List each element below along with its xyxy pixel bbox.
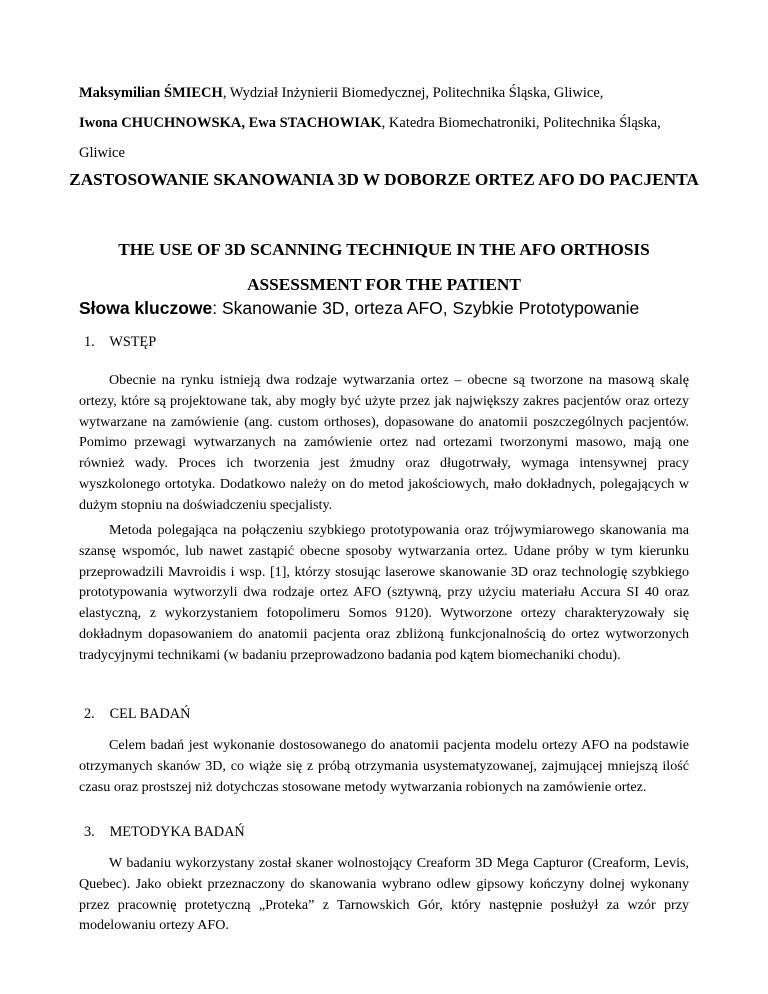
authors-block <box>79 78 691 168</box>
author-affiliation-1: , Wydział Inżynierii Biomedycznej, Politechnika Śląska, Gliwice, <box>222 85 604 101</box>
section-heading-3 <box>84 822 245 842</box>
author-name-1: Maksymilian ŚMIECH <box>79 85 223 101</box>
keywords-label: Słowa kluczowe <box>79 298 213 318</box>
section-heading-1 <box>84 332 156 352</box>
keywords-text: : Skanowanie 3D, orteza AFO, Szybkie Prototypowanie <box>212 298 640 318</box>
section-number: 1. <box>84 334 95 350</box>
section-heading-2 <box>84 704 190 724</box>
author-affiliation-2: , Katedra Biomechatroniki, Politechnika Śląska, Gliwice <box>79 115 661 161</box>
section-title: CEL BADAŃ <box>109 706 191 722</box>
section-number: 3. <box>84 824 95 840</box>
title-english: THE USE OF 3D SCANNING TECHNIQUE IN THE AFO ORTHOSIS ASSESSMENT FOR THE PATIENT <box>118 240 650 294</box>
keywords-line <box>79 296 699 320</box>
section-number: 2. <box>84 706 95 722</box>
section-title: WSTĘP <box>109 334 157 350</box>
paragraph: Metoda polegająca na połączeniu szybkiego prototypowania oraz trójwymiarowego skanowania ma szansę wspomóc, lub nawet zastąpić obecne sposoby wytwarzania ortez. Udane próby w tym kierunku przeprowadzili Mavroidis i wsp. [1], którzy stosując laserowe skanowanie 3D oraz technologię szybkiego prototypowania wytworzyli dwa rodzaje ortez AFO (sztywną, przy użyciu materiału Accura SI 40 oraz elastyczną, z wykorzystaniem fotopolimeru Somos 9120). Wytworzone ortezy charakteryzowały się dokładnym dopasowaniem do anatomii pacjenta oraz zbliżoną funkcjonalnością do ortez wytworzonych tradycyjnymi technikami (w badaniu przeprowadzono badania pod kątem biomechaniki chodu). <box>79 522 689 663</box>
title-polish: ZASTOSOWANIE SKANOWANIA 3D W DOBORZE ORTEZ AFO DO PACJENTA <box>69 170 699 189</box>
paragraph: W badaniu wykorzystany został skaner wolnostojący Creaform 3D Mega Capturor (Creaform, Levis, Quebec). Jako obiekt przeznaczony do skanowania wybrano odlew gipsowy kończyny dolnej wykonany przez pracownię protetyczną „Proteka” z Tarnowskich Gór, który następnie posłużył za wzór przy modelowaniu ortezy AFO. <box>79 855 689 934</box>
paragraph: Obecnie na rynku istnieją dwa rodzaje wytwarzania ortez – obecne są tworzone na masową skalę ortezy, które są projektowane tak, aby mogły być użyte przez jak największy zakres pacjentów oraz ortezy wytwarzane na zamówienie (ang. custom orthoses), dopasowane do anatomii poszczególnych pacjentów. Pomimo przewagi wytwarzanych na zamówienie ortez nad ortezami tworzonymi masowo, mają one również wady. Proces ich tworzenia jest żmudny oraz długotrwały, wymaga intensywnej pracy wyszkolonego ortotyka. Dodatkowo należy on do metod jakościowych, mało dokładnych, polegających w dużym stopniu na doświadczeniu specjalisty. <box>79 372 689 513</box>
paragraph: Celem badań jest wykonanie dostosowanego do anatomii pacjenta modelu ortezy AFO na podstawie otrzymanych skanów 3D, co wiąże się z próbą otrzymania usystematyzowanej, zajmującej mniejszą ilość czasu oraz prostszej niż dotychczas stosowane metody wytwarzania robionych na zamówienie ortez. <box>79 737 689 795</box>
author-names-2: Iwona CHUCHNOWSKA, Ewa STACHOWIAK <box>79 115 382 131</box>
section-title: METODYKA BADAŃ <box>109 824 245 840</box>
